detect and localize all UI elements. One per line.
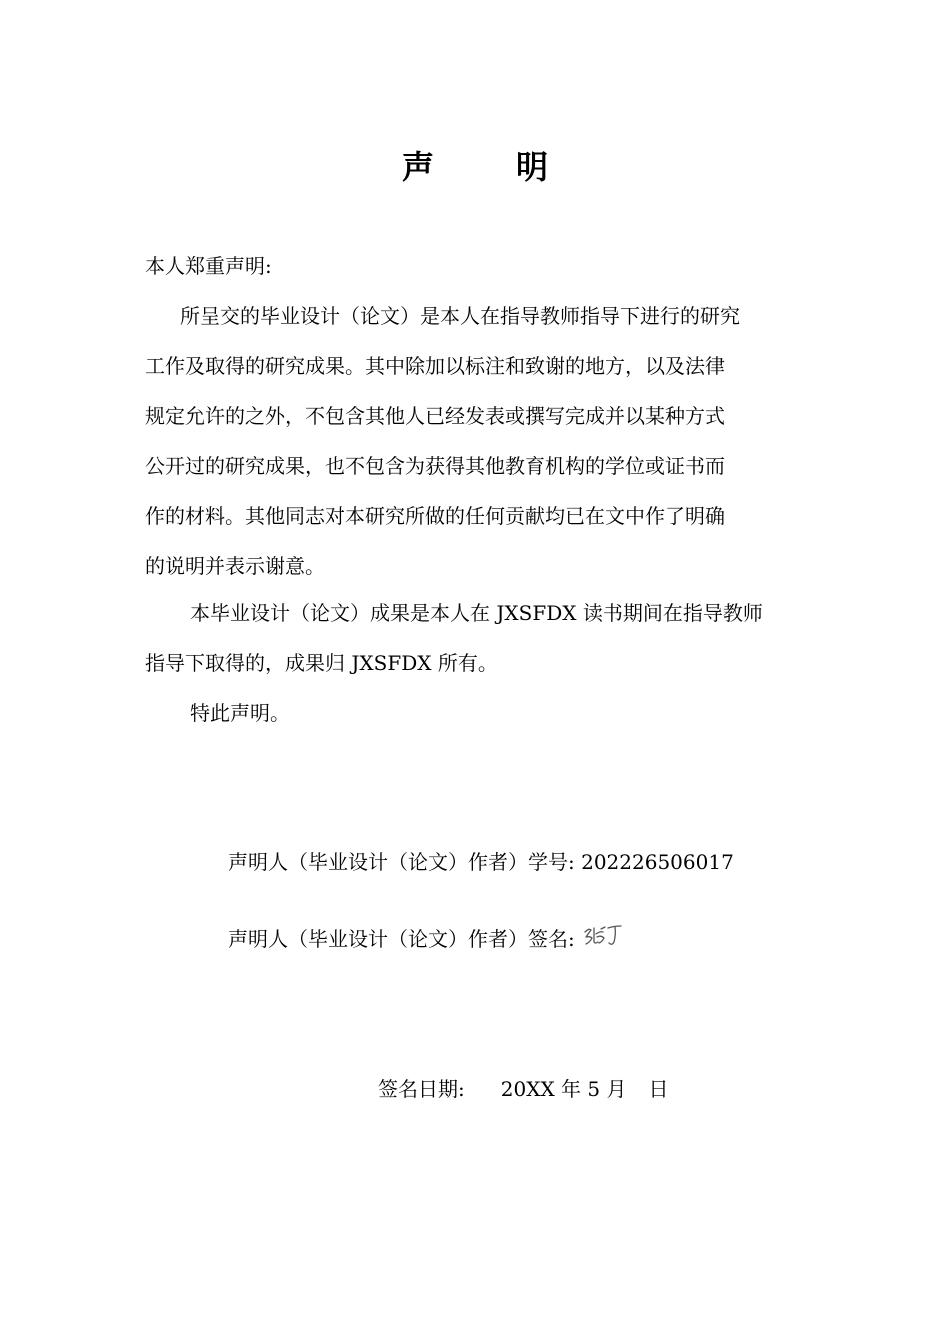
student-id-label: 声明人（毕业设计（论文）作者）学号:: [228, 850, 575, 874]
signature-date-line: [378, 1074, 669, 1104]
date-year: 20XX: [500, 1077, 555, 1101]
paragraph-1-line: 所呈交的毕业设计（论文）是本人在指导教师指导下进行的研究: [180, 304, 740, 328]
signature-label: 声明人（毕业设计（论文）作者）签名:: [228, 927, 575, 951]
closing-text: 特此声明。: [190, 701, 290, 725]
paragraph-2-line: 本毕业设计（论文）成果是本人在 JXSFDX 读书期间在指导教师: [190, 601, 763, 625]
handwritten-signature: [581, 920, 627, 950]
paragraph-1-line: 规定允许的之外，不包含其他人已经发表或撰写完成并以某种方式: [145, 404, 725, 428]
title-char-1: 声: [401, 148, 434, 186]
date-year-unit: 年: [561, 1077, 582, 1101]
signature-line: [228, 924, 627, 954]
paragraph-1-line: 公开过的研究成果，也不包含为获得其他教育机构的学位或证书而: [145, 454, 725, 478]
paragraph-1-line: 作的材料。其他同志对本研究所做的任何贡献均已在文中作了明确: [145, 504, 725, 528]
date-label: 签名日期:: [378, 1077, 465, 1101]
paragraph-2-line: 指导下取得的，成果归 JXSFDX 所有。: [145, 651, 498, 675]
student-id-line: [228, 847, 734, 877]
page-title: [0, 142, 950, 188]
date-day-unit: 日: [648, 1077, 669, 1101]
title-char-2: 明: [516, 148, 549, 186]
intro-text: 本人郑重声明:: [145, 254, 272, 278]
student-id-value: 202226506017: [581, 850, 734, 874]
date-month: 5: [587, 1077, 601, 1101]
date-month-unit: 月: [606, 1077, 627, 1101]
paragraph-1-line: 的说明并表示谢意。: [145, 554, 325, 578]
paragraph-1-line: 工作及取得的研究成果。其中除加以标注和致谢的地方，以及法律: [145, 354, 725, 378]
